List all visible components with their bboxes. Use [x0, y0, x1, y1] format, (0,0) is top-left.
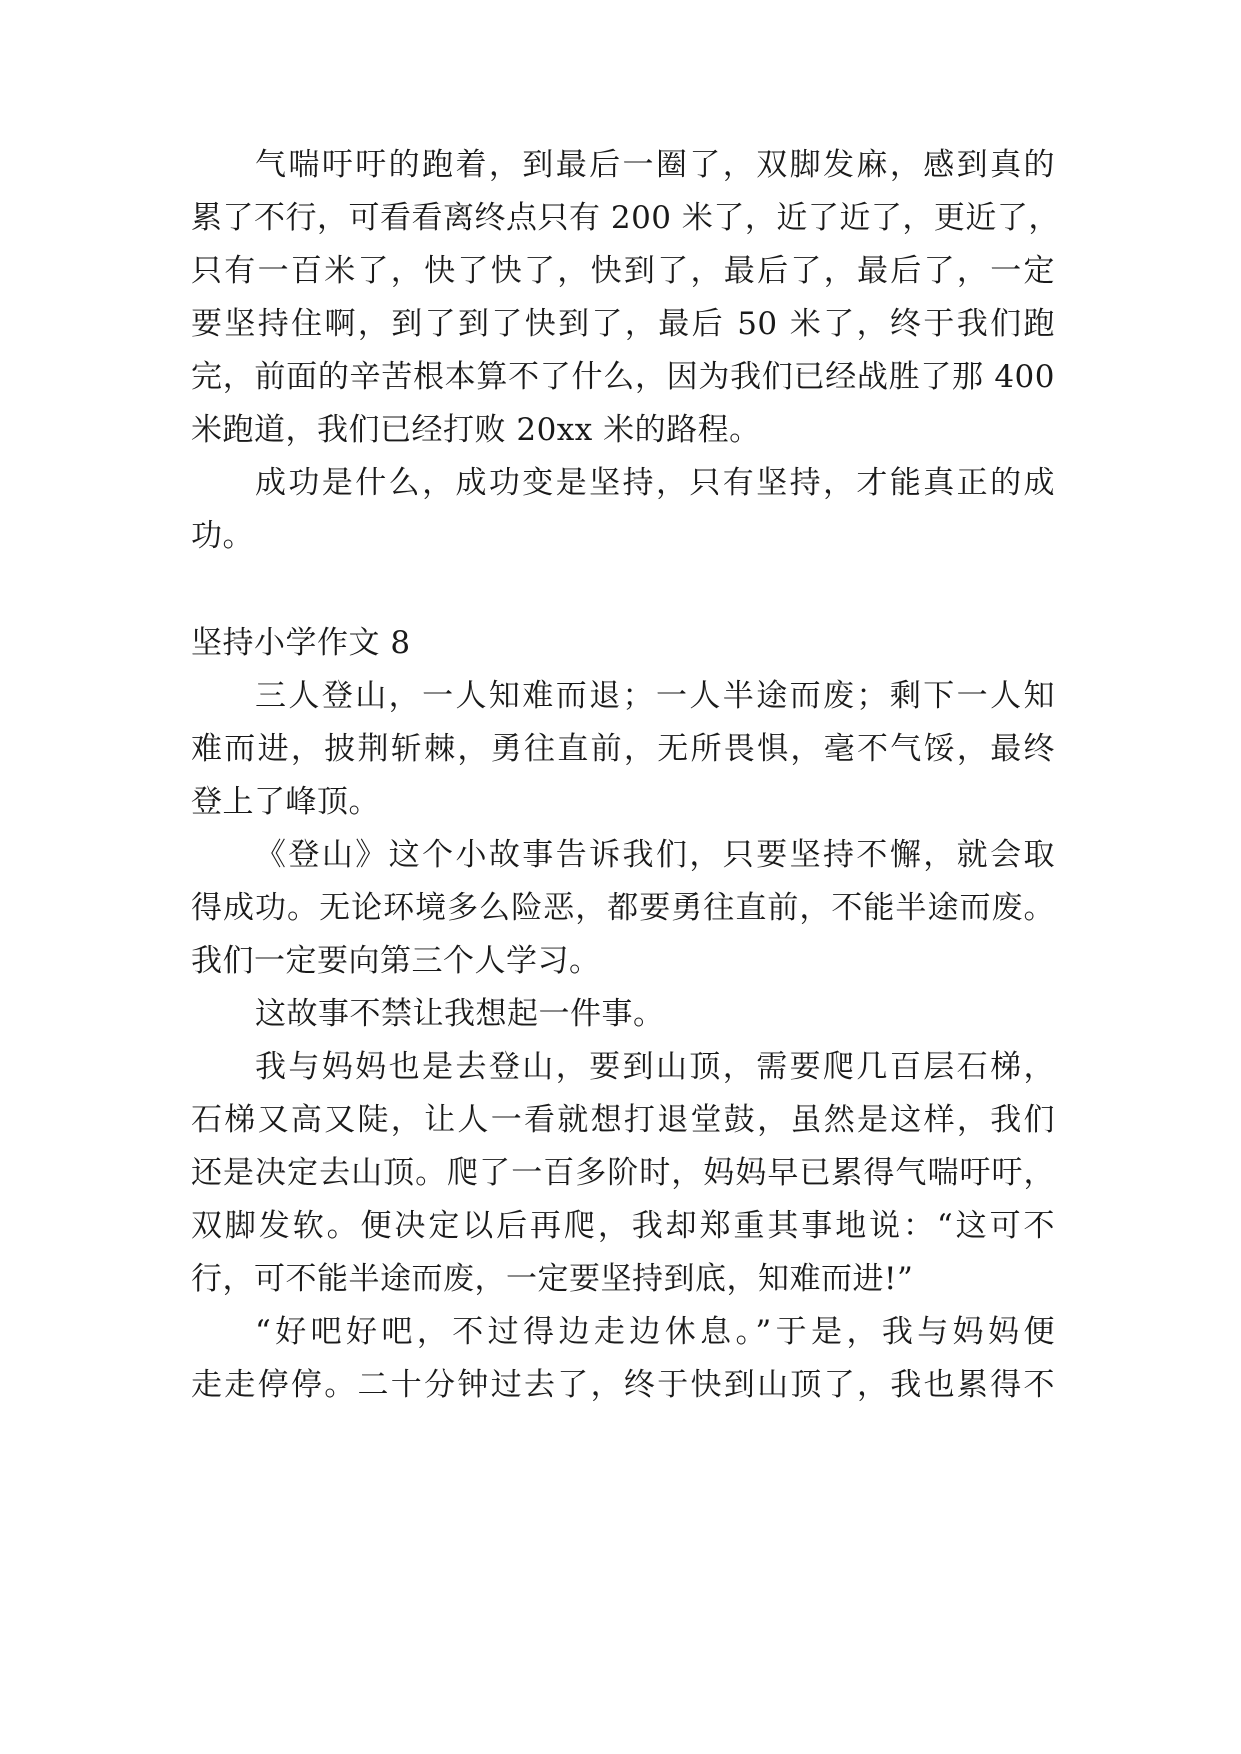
- paragraph-line: 气喘吁吁的跑着，到最后一圈了，双脚发麻，感到真的: [255, 147, 1055, 183]
- paragraph-line: 功。: [191, 518, 254, 554]
- paragraph-line: 成功是什么，成功变是坚持，只有坚持，才能真正的成: [255, 465, 1055, 501]
- paragraph-line: 米跑道，我们已经打败 20xx 米的路程。: [191, 412, 761, 448]
- paragraph-line: 三人登山，一人知难而退；一人半途而废；剩下一人知: [255, 678, 1055, 714]
- paragraph-line: 《登山》这个小故事告诉我们，只要坚持不懈，就会取: [255, 837, 1055, 873]
- paragraph-line: 双脚发软。便决定以后再爬，我却郑重其事地说：“这可不: [191, 1208, 1055, 1244]
- paragraph-line: 完，前面的辛苦根本算不了什么，因为我们已经战胜了那 400: [191, 359, 1055, 395]
- paragraph-line: 还是决定去山顶。爬了一百多阶时，妈妈早已累得气喘吁吁，: [191, 1155, 1055, 1191]
- paragraph-line: “好吧好吧，不过得边走边休息。”于是，我与妈妈便: [255, 1314, 1055, 1350]
- paragraph-line: 登上了峰顶。: [191, 784, 380, 820]
- paragraph-line: 难而进，披荆斩棘，勇往直前，无所畏惧，毫不气馁，最终: [191, 731, 1055, 767]
- paragraph-line: 得成功。无论环境多么险恶，都要勇往直前，不能半途而废。: [191, 890, 1055, 926]
- paragraph-line: 走走停停。二十分钟过去了，终于快到山顶了，我也累得不: [191, 1367, 1055, 1403]
- paragraph-line: 石梯又高又陡，让人一看就想打退堂鼓，虽然是这样，我们: [191, 1102, 1055, 1138]
- paragraph-line: 我与妈妈也是去登山，要到山顶，需要爬几百层石梯，: [255, 1049, 1055, 1085]
- paragraph-line: 这故事不禁让我想起一件事。: [255, 996, 665, 1032]
- paragraph-line: 累了不行，可看看离终点只有 200 米了，近了近了，更近了，: [191, 200, 1060, 236]
- paragraph-line: 要坚持住啊，到了到了快到了，最后 50 米了，终于我们跑: [191, 306, 1055, 342]
- paragraph-line: 只有一百米了，快了快了，快到了，最后了，最后了，一定: [191, 253, 1055, 289]
- paragraph-line: 行，可不能半途而废，一定要坚持到底，知难而进!”: [191, 1261, 914, 1297]
- section-title: 坚持小学作文 8: [191, 625, 411, 661]
- paragraph-line: 我们一定要向第三个人学习。: [191, 943, 601, 979]
